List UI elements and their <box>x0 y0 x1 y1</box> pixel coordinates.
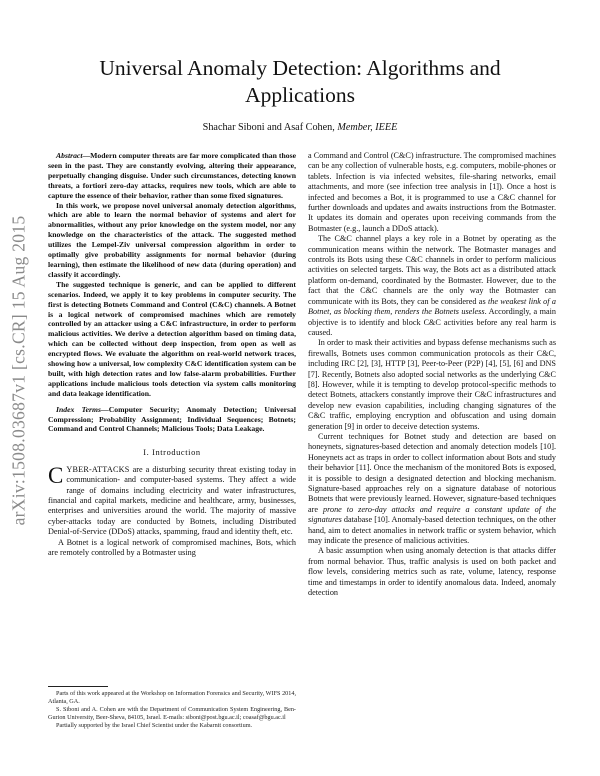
body-paragraph-3: In order to mask their activities and bypass defense mechanisms such as firewalls, Botnets uses common communication protocols as their C&C, including IRC [2], [3], HTTP [3], Peer-to-Peer (P2P) [4], [5], [6] and DNS [7]. Recently, Botnets also adopted social networks as the underlying C&C [8]. However, while it is tempting to develop protocol-specific methods to detect Botnets, attackers constantly improve their C&C infrastructures and develop new evasion capabilities, including changing signatures of the C&C traffic, employing encryption and obfuscation and using domain generation [9] in order to deceive detection systems. <box>308 338 556 431</box>
index-terms-text: —Computer Security; Anomaly Detection; Universal Compression; Probability Assignment; Individual Sequences; Botnets; Command and Control Channels; Malicious Tools; Data Leakage. <box>48 404 297 434</box>
body-paragraph-5: A basic assumption when using anomaly detection is that attacks differ from normal behavior. Thus, traffic analysis is used on both packet and flow levels, considering metrics such as rate, volume, latency, response time and timestamps in order to identify anomalous data. Indeed, anomaly detection <box>308 546 556 598</box>
body-emphasis-4: prone to zero-day attacks and require a constant update of the signatures <box>308 504 556 525</box>
body-paragraph-1: a Command and Control (C&C) infrastructure. The compromised machines can be any collection of vulnerable hosts, e.g. computers, mobile-phones or tablets. Infection is via infected websites, file-sharing networks, email attachments, and more (see infection tree analysis in [1]). Once a host is infected and becomes a Bot, it is programmed to use a C&C channel for further downloads and updates and awaits instructions from the Botmaster. It updates its domain and operates upon receiving commands from the Botmaster (e.g., launch a DDoS attack). <box>308 151 556 233</box>
footnotes <box>48 690 296 730</box>
body-text-4a: Current techniques for Botnet study and detection are based on honeynets, signatures-based detection and anomaly detection models [10]. Honeynets act as traps in order to collect information about Bots and study their behavior [11]. Once the mechanism of the monitored Bots is exposed, it is possible to design a designated detection and blocking mechanism. Signature-based approaches rely on a signature database of notorious Botnets that were previously learned. However, signature-based techniques are <box>308 431 556 514</box>
abstract-text-1: —Modern computer threats are far more complicated than those seen in the past. They are constantly evolving, altering their appearance, perpetually changing disguise. Under such circumstances, detecting known threats, a fortiori zero-day attacks, requires new tools, which are able to capture the essence of their behavior, rather than some fixed signatures. <box>48 151 296 200</box>
intro-paragraph-2: A Botnet is a logical network of compromised machines, Bots, which are remotely controlled by a Botmaster using <box>48 537 296 558</box>
drop-cap: C <box>48 462 64 488</box>
body-text-2b: . Accordingly, a main objective is to identify and block C&C activities before any real harm is caused. <box>308 307 556 337</box>
footnote-3: Partially supported by the Israel Chief Scientist under the Kabarnit consortium. <box>56 721 253 729</box>
index-terms <box>48 405 296 435</box>
arxiv-stamp <box>6 160 32 580</box>
left-column <box>48 151 296 558</box>
abstract-paragraph-2: In this work, we propose novel universal anomaly detection algorithms, which are able to learn the normal behavior of systems and alert for abnormalities, without any prior knowledge on the system model, nor any knowledge on the characteristics of the attack. The suggested method utilizes the Lempel-Ziv universal compression algorithm in order to optimally give probability assignments for normal behavior (during learning), then estimate the likelihood of new data (during operation) and classify it accordingly. <box>48 200 296 279</box>
abstract-label: Abstract <box>56 151 83 160</box>
paper-title: Universal Anomaly Detection: Algorithms and Applications <box>99 56 501 107</box>
intro-text-1: are a disturbing security threat existing today in communication- and computer-based systems. They affect a wide range of domains including electricity and water infrastructures, financial and capital markets, medicine and healthcare, army, businesses, enterprises and universities around the world. The majority of massive cyber-attacks today are conducted by Botnets, including Distributed Denial-of-Service (DDoS) attacks, spamming, fraud and identity theft, etc. <box>48 464 296 537</box>
author-names: Shachar Siboni and Asaf Cohen, <box>202 122 338 133</box>
body-text-2a: The C&C channel plays a key role in a Botnet by operating as the communication means within the network. The Botmaster manages and controls its Bots using these C&C channels in order to perform malicious activities on selected targets. This way, the Bots act as a distributed attack platform on-demand, coordinated by the Botmaster. However, due to the fact that the C&C channels are the only way the Botmaster can communicate with its Bots, they can be considered as <box>308 234 556 306</box>
body-text-4b: database [10]. Anomaly-based detection techniques, on the other hand, aim to detect anomalies in network traffic or system behavior, which may indicate the presence of malicious activities. <box>308 515 556 546</box>
index-terms-label: Index Terms <box>56 404 101 414</box>
body-emphasis-2: the weakest link of a Botnet, as blocking them, renders the Botnets useless <box>308 296 556 317</box>
section-heading: I. Introduction <box>143 448 201 458</box>
author-membership: Member, IEEE <box>337 122 398 133</box>
footnote-2: S. Siboni and A. Cohen are with the Department of Communication System Engineering, Ben-Gurion University, Beer-Sheva, 84105, Israel. E-mails: siboni@post.bgu.ac.il; coasaf@bgu.ac.il <box>48 705 296 721</box>
footnote-1: Parts of this work appeared at the Workshop on Information Forensics and Security, WIFS 2014, Atlanta, GA. <box>48 690 296 705</box>
body-paragraph-4 <box>308 432 556 546</box>
arxiv-id: arXiv:1508.03687v1 [cs.CR] 15 Aug 2015 <box>8 215 29 525</box>
body-paragraph-2 <box>308 234 556 338</box>
abstract-paragraph-1 <box>48 151 296 201</box>
intro-smallcaps: YBER-ATTACKS <box>66 464 130 474</box>
abstract-paragraph-3: The suggested technique is generic, and can be applied to different scenarios. Indeed, we apply it to key problems in computer security. The first is detecting Botnets Command and Control (C&C) channels. A Botnet is a logical network of compromised machines which are remotely controlled by an attacker using a C&C infrastructure, in order to perform malicious activities. We derive a detection algorithm based on timing data, which can be collected without deep inspection, from open as well as encrypted flows. We evaluate the algorithm on real-world network traces, showing how a universal, low complexity C&C identification system can be built, with high detection rates and low false-alarm probabilities. Further applications include malicious tools detection via system calls monitoring and data leakage identification. <box>48 279 296 398</box>
intro-paragraph-1 <box>48 462 296 538</box>
footnote-divider <box>48 686 108 687</box>
author-line <box>60 122 540 133</box>
abstract <box>48 151 296 434</box>
right-column <box>308 151 556 598</box>
